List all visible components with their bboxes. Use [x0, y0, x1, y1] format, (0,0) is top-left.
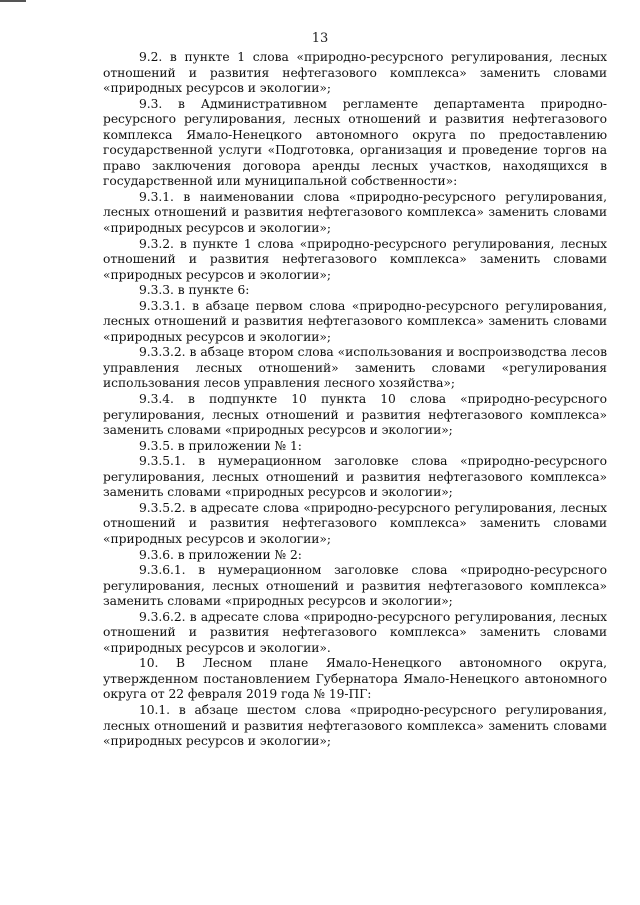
document-body	[103, 50, 607, 750]
paragraph-9-3-6: 9.3.6. в приложении № 2:	[139, 547, 302, 562]
page-number: 13	[311, 31, 329, 46]
paragraph-9-3-5-2: 9.3.5.2. в адресате слова «природно-ресурсного регулирования, лесных отношений и развития нефтегазового комплекса» заменить словами «природных ресурсов и экологии»;	[103, 500, 607, 546]
paragraph-9-3-5-1: 9.3.5.1. в нумерационном заголовке слова «природно-ресурсного регулирования, лесных отношений и развития нефтегазового комплекса» заменить словами «природных ресурсов и экологии»;	[103, 454, 607, 500]
paragraph-9-3: 9.3. в Административном регламенте департамента природно-ресурсного регулирования, лесных отношений и развития нефтегазового комплекса Ямало-Ненецкого автономного округа по предоставлению государственной услуги «Подготовка, организация и проведение торгов на право заключения договора аренды лесных участков, находящихся в государственной или муниципальной собственности»:	[103, 96, 607, 189]
paragraph-9-3-3-1: 9.3.3.1. в абзаце первом слова «природно-ресурсного регулирования, лесных отношений и развития нефтегазового комплекса» заменить словами «природных ресурсов и экологии»;	[103, 298, 607, 344]
paragraph-9-3-3: 9.3.3. в пункте 6:	[139, 283, 250, 298]
paragraph-9-3-6-2: 9.3.6.2. в адресате слова «природно-ресурсного регулирования, лесных отношений и развития нефтегазового комплекса» заменить словами «природных ресурсов и экологии».	[103, 609, 607, 655]
scan-edge-mark	[0, 0, 26, 2]
paragraph-9-3-1: 9.3.1. в наименовании слова «природно-ресурсного регулирования, лесных отношений и развития нефтегазового комплекса» заменить словами «природных ресурсов и экологии»;	[103, 189, 607, 236]
paragraph-9-3-3-2: 9.3.3.2. в абзаце втором слова «использования и воспроизводства лесов управления лесных отношений» заменить словами «регулирования использования лесов управления лесного хозяйства»;	[103, 345, 607, 391]
paragraph-9-3-5: 9.3.5. в приложении № 1:	[139, 438, 302, 453]
paragraph-9-3-6-1: 9.3.6.1. в нумерационном заголовке слова «природно-ресурсного регулирования, лесных отношений и развития нефтегазового комплекса» заменить словами «природных ресурсов и экологии»;	[103, 563, 607, 609]
paragraph-9-3-2: 9.3.2. в пункте 1 слова «природно-ресурсного регулирования, лесных отношений и развития нефтегазового комплекса» заменить словами «природных ресурсов и экологии»;	[103, 236, 607, 282]
paragraph-10-1: 10.1. в абзаце шестом слова «природно-ресурсного регулирования, лесных отношений и развития нефтегазового комплекса» заменить словами «природных ресурсов и экологии»;	[103, 702, 607, 749]
paragraph-9-2: 9.2. в пункте 1 слова «природно-ресурсного регулирования, лесных отношений и развития нефтегазового комплекса» заменить словами «природных ресурсов и экологии»;	[103, 50, 607, 96]
paragraph-10: 10. В Лесном плане Ямало-Ненецкого автономного округа, утвержденном постановлением Губернатора Ямало-Ненецкого автономного округа от 22 февраля 2019 года № 19-ПГ:	[103, 656, 607, 702]
paragraph-9-3-4: 9.3.4. в подпункте 10 пункта 10 слова «природно-ресурсного регулирования, лесных отношений и развития нефтегазового комплекса» заменить словами «природных ресурсов и экологии»;	[103, 392, 607, 438]
